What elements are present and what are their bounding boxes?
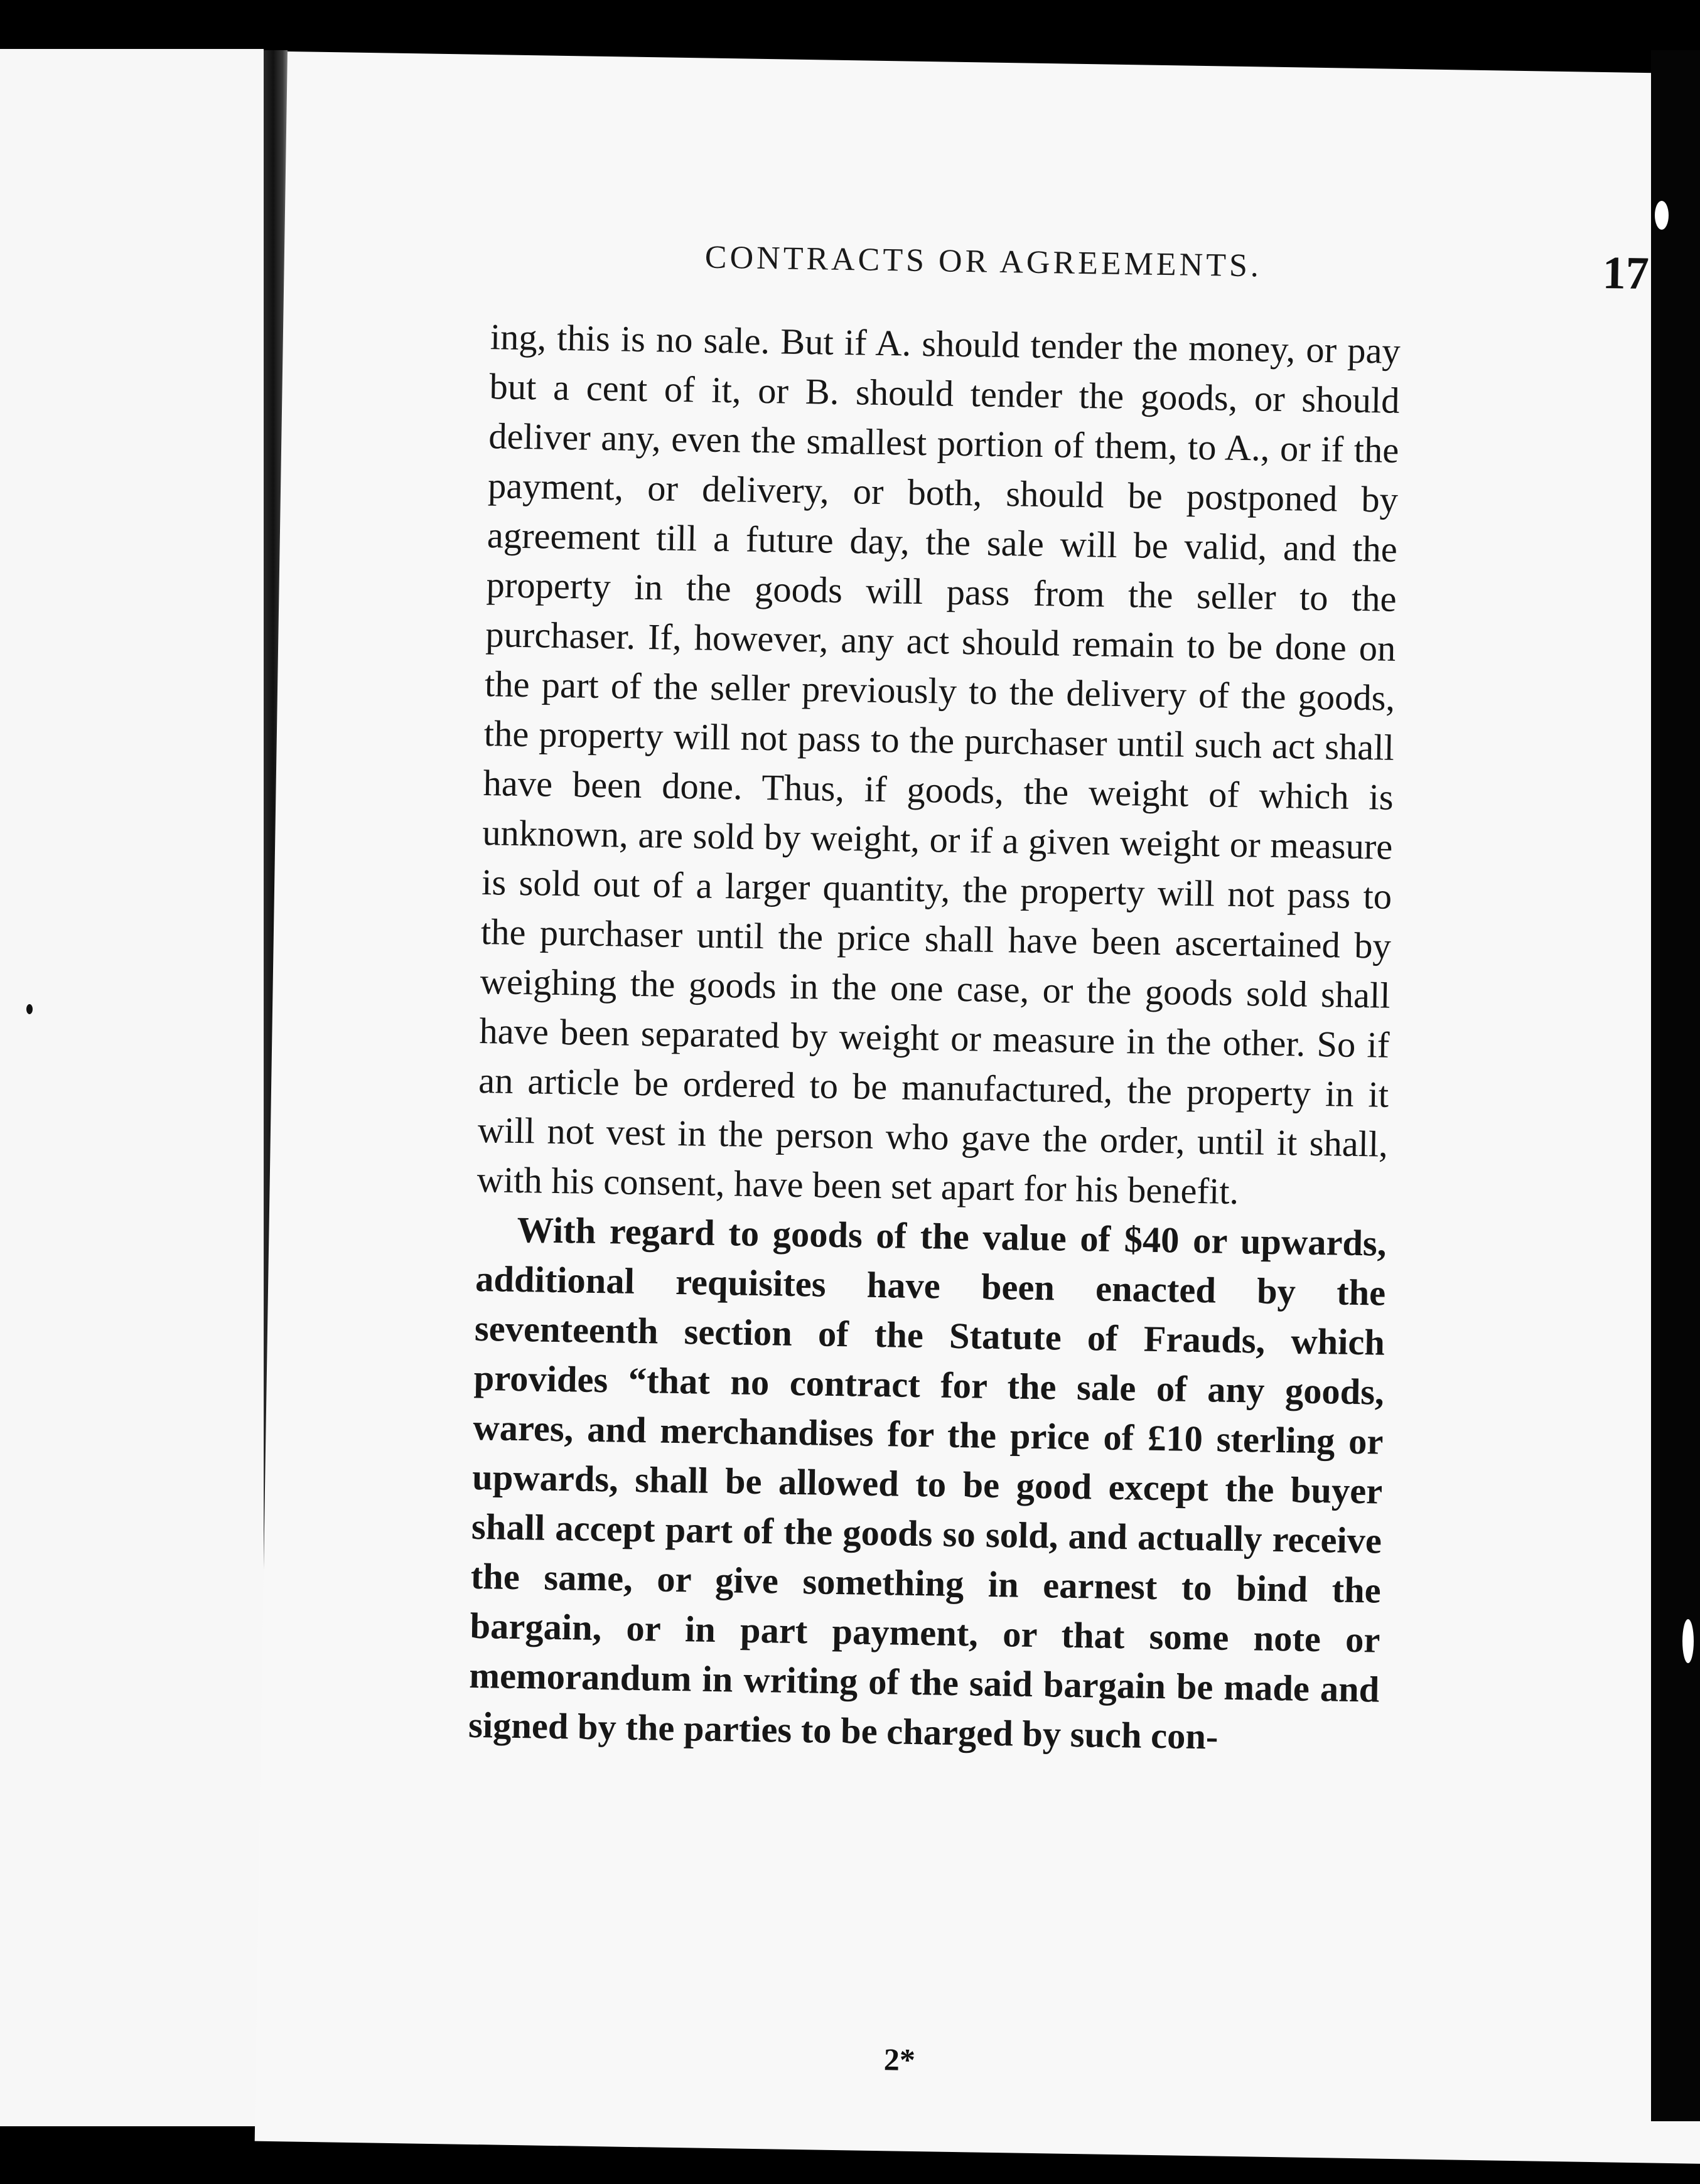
page-number: 17 <box>1602 247 1650 300</box>
body-text <box>468 312 1401 1764</box>
paragraph-1: ing, this is no sale. But if A. should tender the money, or pay but a cent of it, or B. should tender the goods, or should deliver any, even the smallest portion of them, to A., or if the payment, or delivery, or both, should be postponed by agreement till a future day, the sale will be valid, and the property in the goods will pass from the seller to the purchaser. If, however, any act should remain to be done on the part of the seller previously to the delivery of the goods, the property will not pass to the purchaser until such act shall have been done. Thus, if goods, the weight of which is unknown, are sold by weight, or if a given weight or measure is sold out of a larger quantity, the property will not pass to the purchaser until the price shall have been ascertained by weighing the goods in the one case, or the goods sold shall have been separated by weight or measure in the other. So if an article be ordered to be manufactured, the property in it will not vest in the person who gave the order, until it shall, with his consent, have been set apart for his benefit. <box>476 316 1401 1212</box>
page-header <box>704 238 1700 300</box>
paragraph-2: With regard to goods of the value of $40 or upwards, additional requisites have been enacted by the seventeenth section of the Statute of Frauds, which provides “that no contract for the sale of any goods, wares, and merchandises for the price of £10 sterling or upwards, shall be allowed to be good except the buyer shall accept part of the goods so sold, and actually receive the same, or give something in earnest to bind the bargain, or in part payment, or that some note or memorandum in writing of the said bargain be made and signed by the parties to be charged by such con- <box>468 1209 1387 1757</box>
page-edge <box>1651 50 1700 2121</box>
running-head: CONTRACTS OR AGREEMENTS. <box>704 239 1262 284</box>
ink-speck <box>26 1004 33 1014</box>
left-page <box>0 49 264 2126</box>
right-page <box>255 51 1700 2167</box>
ink-speck <box>1655 201 1669 230</box>
ink-speck <box>1682 1619 1694 1663</box>
signature-mark: 2* <box>883 2042 916 2078</box>
